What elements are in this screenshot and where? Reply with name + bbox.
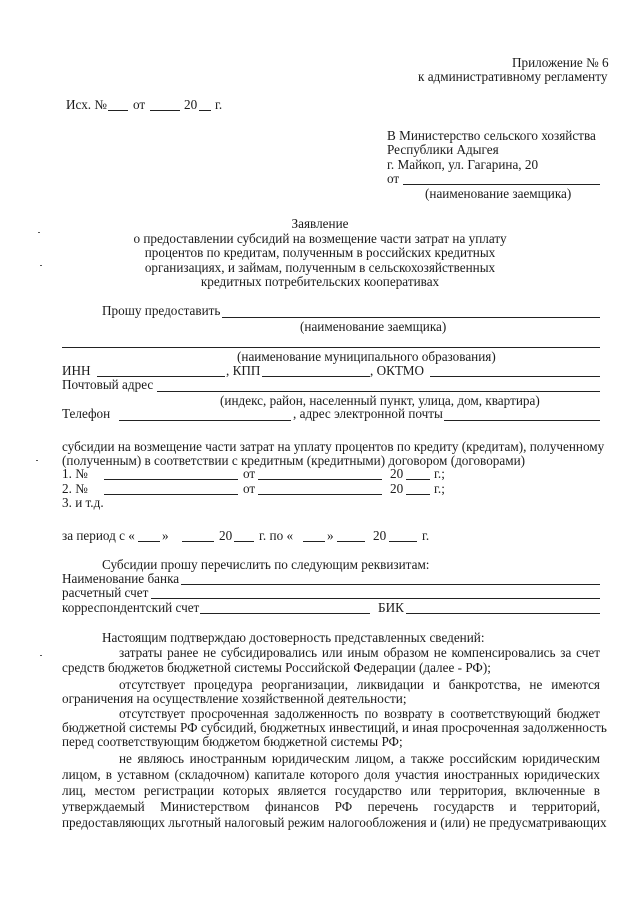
- outgoing-ref-label: Исх. №: [66, 97, 107, 112]
- addressee-caption: (наименование заемщика): [425, 186, 572, 201]
- scan-speck: [38, 232, 40, 233]
- phone-field[interactable]: [119, 420, 291, 421]
- corr-account-field[interactable]: [200, 613, 370, 614]
- oktmo-label: , ОКТМО: [370, 363, 425, 378]
- confirm-p3-line1: отсутствует просроченная задолженность по возврату в соответствующий бюджет: [119, 706, 600, 721]
- contract-1-from-label: от: [243, 466, 256, 481]
- email-field[interactable]: [444, 420, 600, 421]
- appendix-reglament: к административному регламенту: [418, 69, 608, 84]
- addressee-line2: Республики Адыгея: [387, 142, 499, 157]
- confirm-p1-line1: затраты ранее не субсидировались или иным образом не компенсировались за счет: [119, 645, 600, 660]
- period-end-day-field[interactable]: [303, 541, 325, 542]
- scan-speck: [40, 655, 42, 656]
- period-label: за период с «: [62, 528, 135, 543]
- period-end-year-field[interactable]: [389, 541, 417, 542]
- contract-2-number-field[interactable]: [104, 494, 238, 495]
- request-borrower-field[interactable]: [222, 317, 600, 318]
- document-title: Заявление: [291, 216, 349, 231]
- caption-address: (индекс, район, населенный пункт, улица, дом, квартира): [220, 393, 540, 408]
- document-subtitle-line3: организациях, и займам, полученным в сельскохозяйственных: [144, 260, 496, 275]
- contract-2-year-prefix: 20: [390, 481, 404, 496]
- confirm-p4-line4: утверждаемый Министерством финансов РФ перечень государств и территорий,: [62, 799, 600, 814]
- confirm-p4-line3: лиц, местом регистрации которых является государство или территория, включенные в: [62, 783, 600, 798]
- contract-1-year-suffix: г.;: [434, 466, 445, 481]
- confirm-p4-line1: не являюсь иностранным юридическим лицом, а также российским юридическим: [119, 751, 600, 766]
- period-start-year-field[interactable]: [234, 541, 254, 542]
- bik-label: БИК: [378, 600, 404, 615]
- postal-address-label: Почтовый адрес: [62, 377, 154, 392]
- period-end-year-suffix: г.: [422, 528, 430, 543]
- confirm-p4-line2: лицом, в уставном (складочном) капитале которого доля участия иностранных юридических: [62, 767, 600, 782]
- bank-name-label: Наименование банка: [62, 571, 180, 586]
- contract-1-number-field[interactable]: [104, 479, 238, 480]
- contract-1-date-field[interactable]: [258, 479, 382, 480]
- confirm-p2-line2: ограничения на осуществление хозяйственной деятельности;: [62, 691, 407, 706]
- contract-1-label: 1. №: [62, 466, 88, 481]
- corr-account-label: корреспондентский счет: [62, 600, 200, 615]
- period-end-year-prefix: 20: [373, 528, 387, 543]
- addressee-from-label: от: [387, 171, 400, 186]
- document-subtitle-line4: кредитных потребительских кооперативах: [200, 274, 440, 289]
- subsidy-text-line2: (полученным) в соответствии с кредитным (кредитными) договором (договорами): [62, 453, 526, 468]
- account-label: расчетный счет: [62, 585, 149, 600]
- contract-2-year-field[interactable]: [406, 494, 430, 495]
- kpp-label: , КПП: [226, 363, 261, 378]
- inn-label: ИНН: [62, 363, 91, 378]
- outgoing-from-label: от: [133, 97, 146, 112]
- contract-2-from-label: от: [243, 481, 256, 496]
- confirm-p1-line2: средств бюджетов бюджетной системы Российской Федерации (далее - РФ);: [62, 660, 491, 675]
- phone-label: Телефон: [62, 406, 111, 421]
- period-end-quote-close: »: [327, 528, 334, 543]
- scan-speck: [36, 460, 38, 461]
- confirm-p2-line1: отсутствует процедура реорганизации, ликвидации и банкротства, не имеются: [119, 677, 600, 692]
- contract-3-label: 3. и т.д.: [62, 495, 104, 510]
- appendix-number: Приложение № 6: [512, 55, 609, 70]
- caption-borrower: (наименование заемщика): [300, 319, 447, 334]
- contract-1-year-field[interactable]: [406, 479, 430, 480]
- outgoing-year-prefix: 20: [184, 97, 198, 112]
- kpp-field[interactable]: [262, 376, 370, 377]
- outgoing-date-field[interactable]: [150, 110, 180, 111]
- outgoing-ref-number-field[interactable]: [108, 110, 128, 111]
- document-subtitle-line1: о предоставлении субсидий на возмещение части затрат на уплату: [133, 231, 507, 246]
- request-label: Прошу предоставить: [102, 303, 221, 318]
- caption-municipality: (наименование муниципального образования): [237, 349, 496, 364]
- period-end-month-field[interactable]: [337, 541, 365, 542]
- email-label: , адрес электронной почты: [293, 406, 443, 421]
- period-quote-close: »: [162, 528, 169, 543]
- contract-1-year-prefix: 20: [390, 466, 404, 481]
- period-start-month-field[interactable]: [182, 541, 214, 542]
- contract-2-date-field[interactable]: [258, 494, 382, 495]
- addressee-line3: г. Майкоп, ул. Гагарина, 20: [387, 157, 539, 172]
- subsidy-text-line1: субсидии на возмещение части затрат на уплату процентов по кредиту (кредитам), полученному: [62, 439, 605, 454]
- contract-2-year-suffix: г.;: [434, 481, 445, 496]
- period-to-label: г. по «: [259, 528, 294, 543]
- confirm-p3-line2: бюджетной системы РФ субсидий, бюджетных инвестиций, и иная просроченная задолженность: [62, 720, 607, 735]
- confirm-intro: Настоящим подтверждаю достоверность представленных сведений:: [102, 630, 485, 645]
- bank-intro: Субсидии прошу перечислить по следующим реквизитам:: [102, 557, 430, 572]
- account-field[interactable]: [151, 598, 600, 599]
- municipality-field[interactable]: [62, 347, 600, 348]
- period-start-year-prefix: 20: [219, 528, 233, 543]
- addressee-borrower-field[interactable]: [403, 184, 600, 185]
- scan-speck: [40, 265, 42, 266]
- period-start-day-field[interactable]: [138, 541, 160, 542]
- bik-field[interactable]: [406, 613, 600, 614]
- document-subtitle-line2: процентов по кредитам, полученным в российских кредитных: [144, 245, 496, 260]
- confirm-p3-line3: перед соответствующим бюджетом бюджетной системы РФ;: [62, 734, 403, 749]
- confirm-p4-line5: предоставляющих льготный налоговый режим налогообложения и (или) не предусматривающих: [62, 815, 607, 830]
- addressee-line1: В Министерство сельского хозяйства: [387, 128, 596, 143]
- oktmo-field[interactable]: [430, 376, 600, 377]
- outgoing-year-field[interactable]: [199, 110, 211, 111]
- postal-address-field[interactable]: [157, 391, 600, 392]
- outgoing-year-suffix: г.: [215, 97, 223, 112]
- contract-2-label: 2. №: [62, 481, 88, 496]
- bank-name-field[interactable]: [181, 584, 600, 585]
